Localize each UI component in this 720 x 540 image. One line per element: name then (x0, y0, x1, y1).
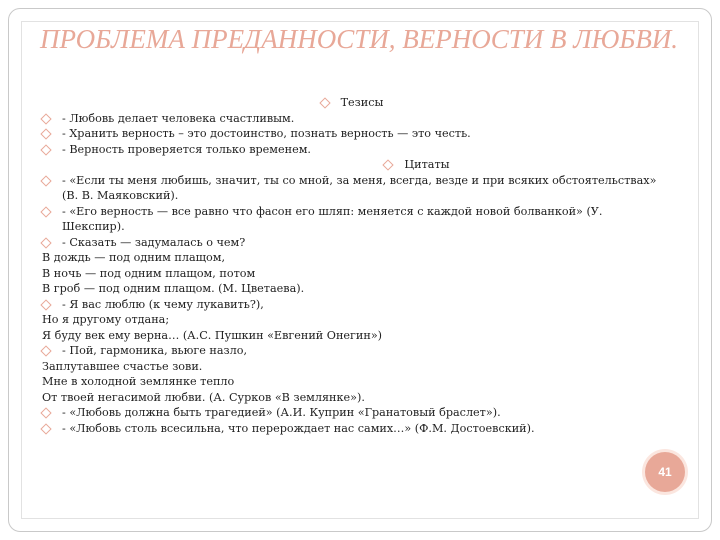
bullet-icon (40, 175, 51, 186)
theses-heading: Тезисы (340, 96, 384, 109)
list-item (42, 405, 662, 421)
slide-content (42, 95, 662, 436)
bullet-icon (383, 159, 394, 170)
quote-text: - Я вас люблю (к чему лукавить?), (62, 297, 264, 311)
bullet-icon (319, 97, 330, 108)
poem-line: Мне в холодной землянке тепло (42, 375, 235, 388)
list-item (42, 126, 662, 142)
list-item (42, 297, 662, 313)
bullet-icon (40, 423, 51, 434)
quote-text: - Пой, гармоника, вьюге назло, (62, 344, 248, 357)
thesis-text: - Любовь делает человека счастливым. (62, 111, 295, 125)
slide-title: ПРОБЛЕМА ПРЕДАННОСТИ, ВЕРНОСТИ В ЛЮБВИ. (40, 24, 679, 54)
quotes-heading-row (42, 157, 662, 173)
quote-text: - «Его верность — все равно что фасон его шляп: меняется с каждой новой болванкой» (У. Шекспир). (62, 204, 603, 233)
poem-line: В гроб — под одним плащом. (М. Цветаева). (42, 282, 305, 295)
poem-line: Но я другому отдана; (42, 313, 170, 326)
thesis-text: - Верность проверяется только временем. (62, 142, 311, 156)
bullet-icon (40, 345, 51, 356)
poem-line: Заплутавшее счастье зови. (42, 359, 203, 373)
quotes-heading: Цитаты (404, 158, 450, 171)
bullet-icon (40, 128, 51, 139)
poem-line: В дождь — под одним плащом, (42, 251, 226, 264)
poem-line: В ночь — под одним плащом, потом (42, 266, 256, 280)
page-number-badge: 41 (645, 452, 685, 492)
list-item (42, 111, 662, 127)
bullet-icon (40, 299, 51, 310)
theses-heading-row (42, 95, 662, 111)
list-item (42, 343, 662, 359)
quote-text: - «Любовь столь всесильна, что перерождает нас самих…» (Ф.М. Достоевский). (62, 421, 535, 435)
thesis-text: - Хранить верность – это достоинство, познать верность — это честь. (62, 127, 471, 140)
poem-line: Я буду век ему верна… (А.С. Пушкин «Евгений Онегин») (42, 328, 383, 342)
list-item (42, 142, 662, 158)
quote-text: - «Любовь должна быть трагедией» (А.И. Куприн «Гранатовый браслет»). (62, 406, 501, 419)
poem-line: От твоей негасимой любви. (А. Сурков «В землянке»). (42, 390, 365, 404)
list-item (42, 173, 662, 204)
quote-text: - Сказать — задумалась о чем? (62, 235, 246, 249)
list-item (42, 421, 662, 437)
list-item (42, 235, 662, 251)
bullet-icon (40, 144, 51, 155)
bullet-icon (40, 206, 51, 217)
quote-text: - «Если ты меня любишь, значит, ты со мной, за меня, всегда, везде и при всяких обстоятельствах» (В. В. Маяковский). (62, 173, 657, 202)
bullet-icon (40, 113, 51, 124)
bullet-icon (40, 237, 51, 248)
bullet-icon (40, 407, 51, 418)
list-item (42, 204, 662, 235)
